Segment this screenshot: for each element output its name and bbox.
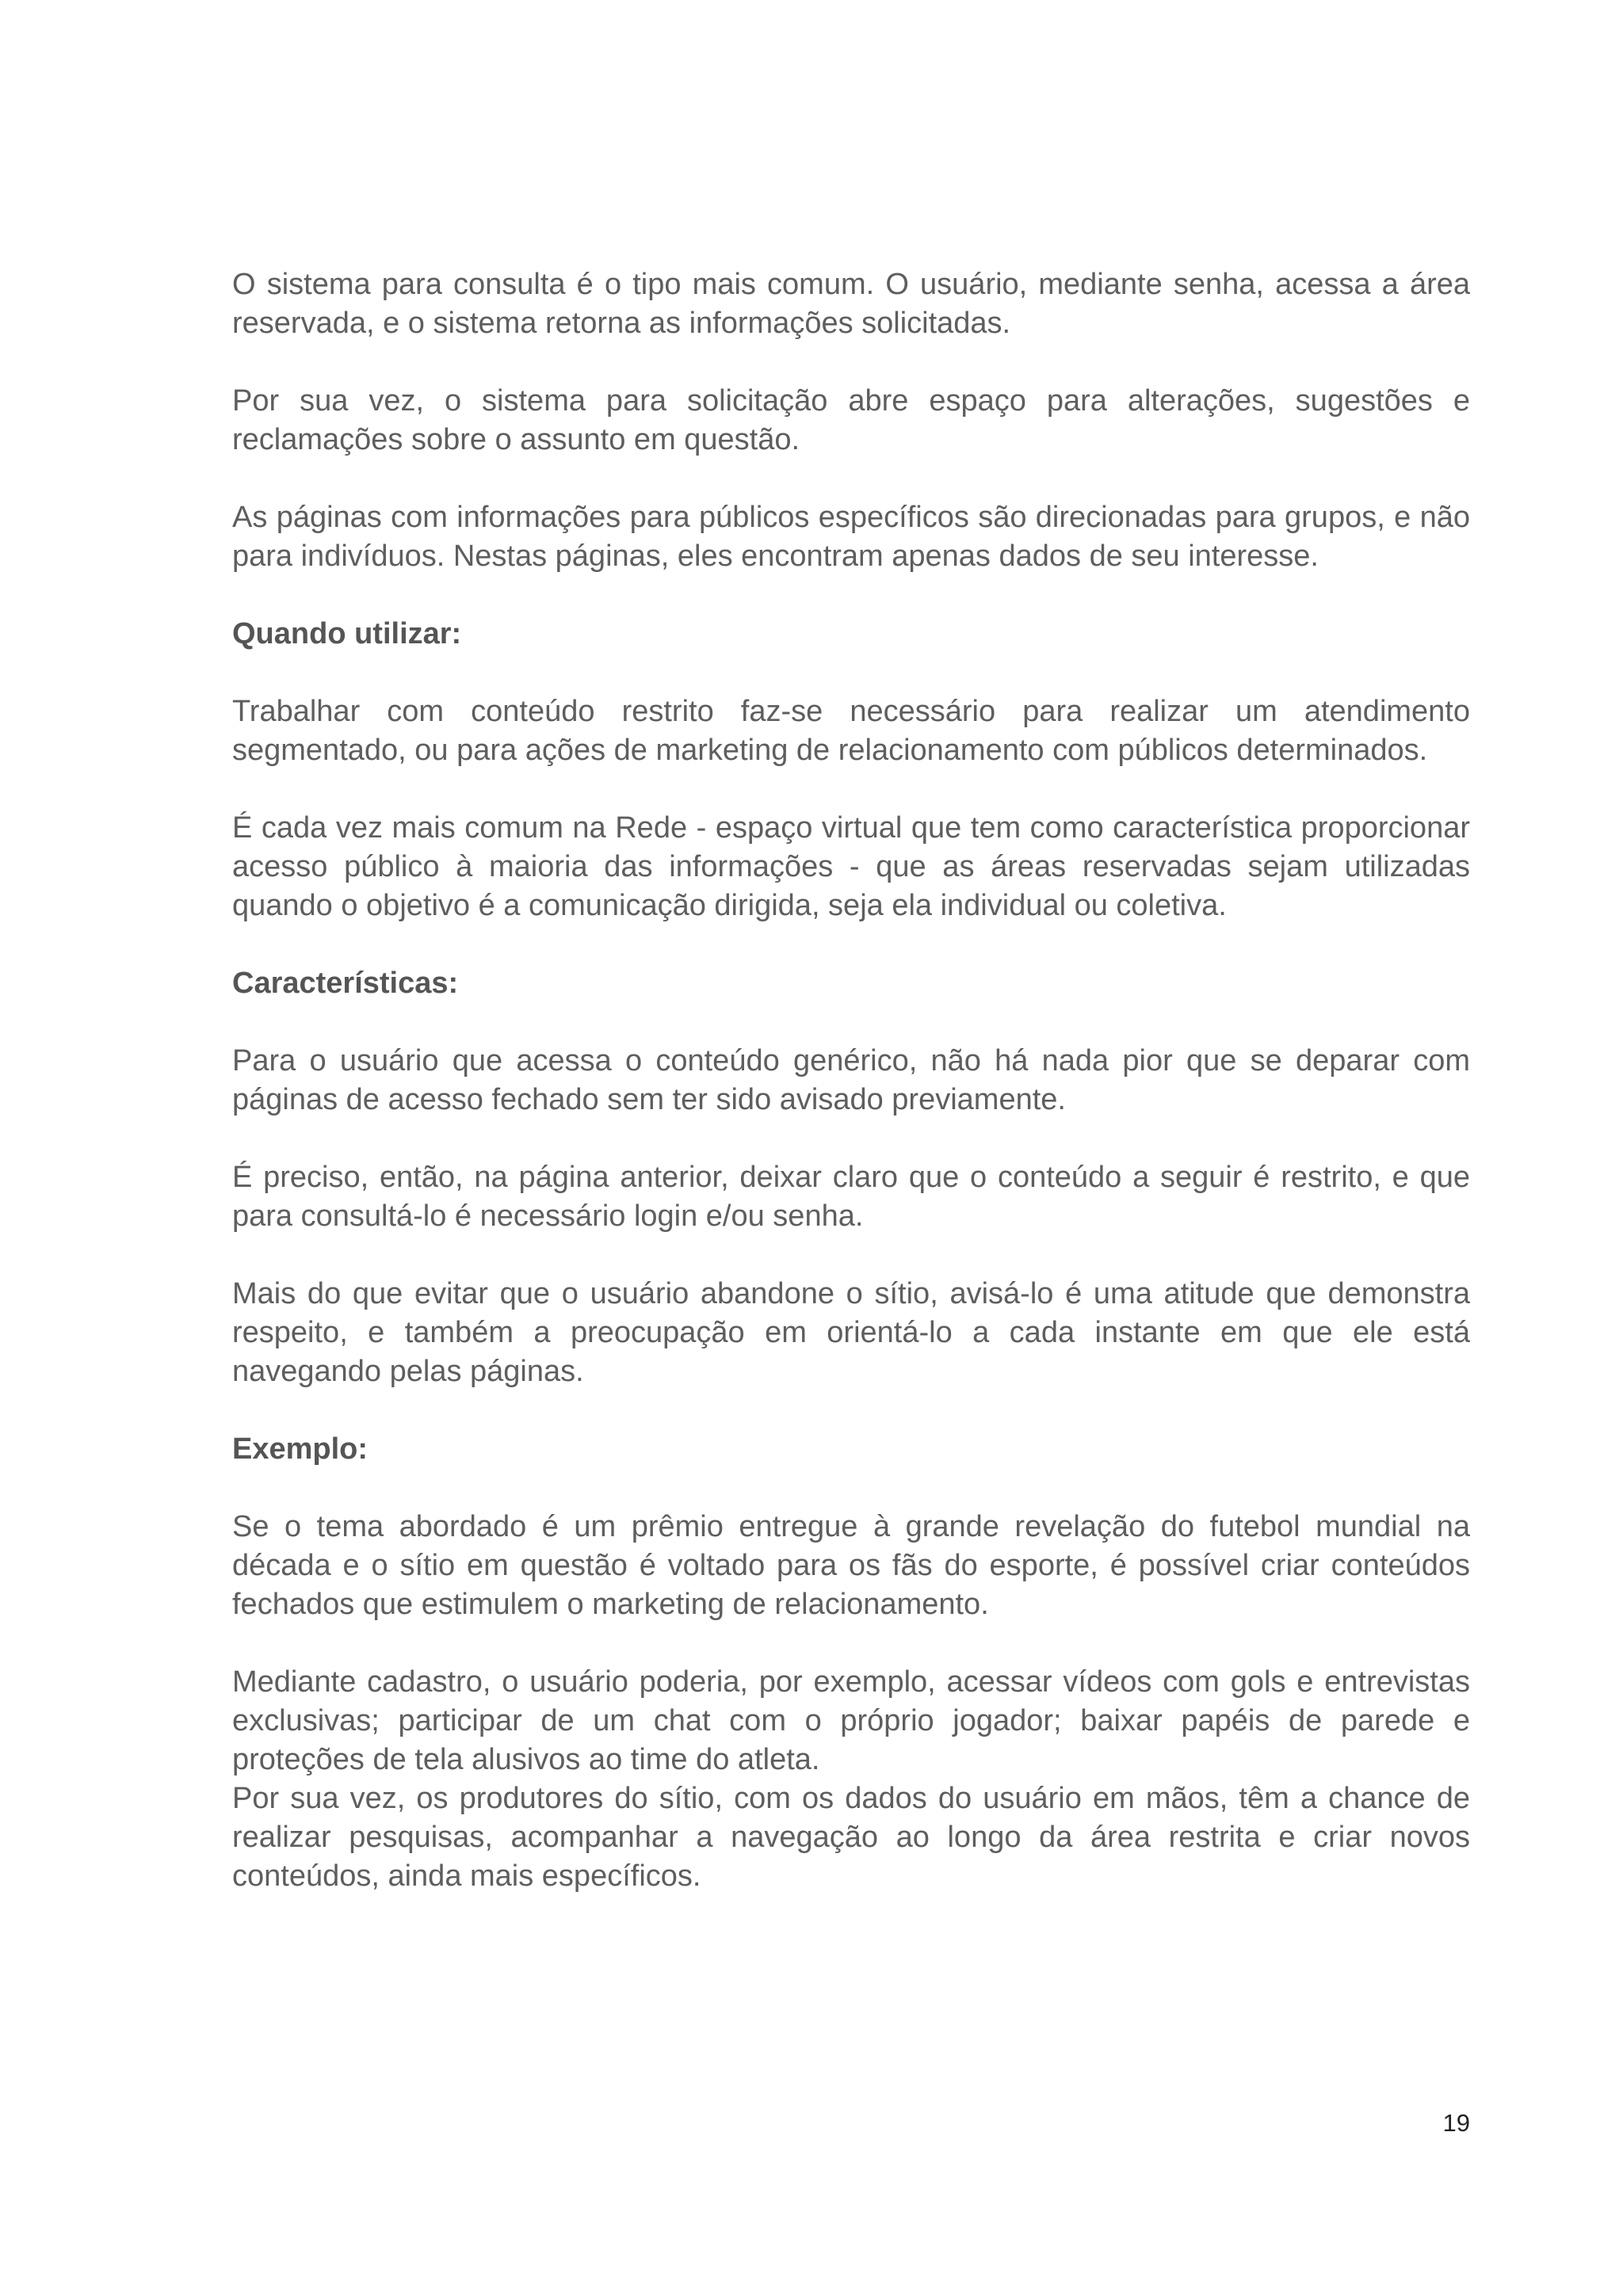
paragraph-conteudo-restrito: Trabalhar com conteúdo restrito faz-se necessário para realizar um atendimento segmentado, ou para ações de marketing de relacionamento com públicos determinados. — [232, 695, 1470, 767]
paragraph-consulta: O sistema para consulta é o tipo mais comum. O usuário, mediante senha, acessa a área reservada, e o sistema retorna as informações solicitadas. — [232, 268, 1470, 340]
paragraph-rede: É cada vez mais comum na Rede - espaço virtual que tem como característica proporcionar acesso público à maioria das informações - que as áreas reservadas sejam utilizadas quando o objetivo é a comunicação dirigida, seja ela individual ou coletiva. — [232, 811, 1470, 922]
paragraph-conteudo-generico: Para o usuário que acessa o conteúdo genérico, não há nada pior que se deparar com páginas de acesso fechado sem ter sido avisado previamente. — [232, 1044, 1470, 1116]
paragraph-solicitacao: Por sua vez, o sistema para solicitação abre espaço para alterações, sugestões e reclamações sobre o assunto em questão. — [232, 384, 1470, 456]
paragraph-produtores: Por sua vez, os produtores do sítio, com os dados do usuário em mãos, têm a chance de realizar pesquisas, acompanhar a navegação ao longo da área restrita e criar novos conteúdos, ainda mais específicos. — [232, 1782, 1470, 1893]
paragraph-evitar-abandono: Mais do que evitar que o usuário abandone o sítio, avisá-lo é uma atitude que demonstra respeito, e também a preocupação em orientá-lo a cada instante em que ele está navegando pelas páginas. — [232, 1277, 1470, 1388]
paragraph-mediante-cadastro: Mediante cadastro, o usuário poderia, por exemplo, acessar vídeos com gols e entrevistas exclusivas; participar de um chat com o próprio jogador; baixar papéis de parede e proteções de tela alusivos ao time do atleta. — [232, 1665, 1470, 1776]
page-number: 19 — [1442, 2109, 1470, 2137]
paragraph-pagina-anterior: É preciso, então, na página anterior, deixar claro que o conteúdo a seguir é restrito, e que para consultá-lo é necessário login e/ou senha. — [232, 1161, 1470, 1233]
paragraph-publicos-especificos: As páginas com informações para públicos específicos são direcionadas para grupos, e não para indivíduos. Nestas páginas, eles encontram apenas dados de seu interesse. — [232, 501, 1470, 573]
paragraph-premio-futebol: Se o tema abordado é um prêmio entregue à grande revelação do futebol mundial na década e o sítio em questão é voltado para os fãs do esporte, é possível criar conteúdos fechados que estimulem o marketing de relacionamento. — [232, 1510, 1470, 1621]
heading-quando-utilizar: Quando utilizar: — [232, 617, 462, 650]
heading-exemplo: Exemplo: — [232, 1432, 369, 1466]
page-body — [232, 265, 1470, 1896]
heading-caracteristicas: Características: — [232, 967, 459, 1000]
